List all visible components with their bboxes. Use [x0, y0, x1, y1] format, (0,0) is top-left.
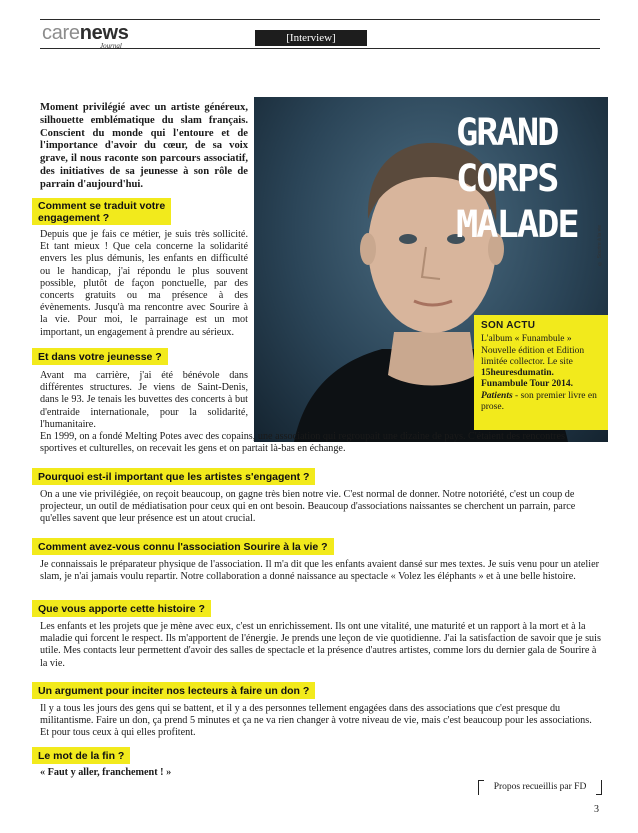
answer-3: On a une vie privilégiée, on reçoit beaucoup, on gagne très bien notre vie. C'est normal de donner. Notre notoriété, c'est un coup de projecteur, un outil de médiatisation pour ceux qui en ont besoin. Beaucoup d'associations naissantes se cherchent un parrain, parce qu'elles savent que leur présence est un atout crucial.	[40, 489, 576, 525]
page-number: 3	[594, 804, 599, 815]
header-top-rule	[40, 19, 600, 20]
actu-text	[481, 334, 601, 413]
title-line-malade: MALADE	[456, 203, 578, 246]
logo-news: news	[79, 22, 129, 44]
question-heading-7: Le mot de la fin ?	[32, 747, 130, 764]
question-heading-1-line-2: engagement ?	[38, 212, 110, 224]
intro-paragraph: Moment privilégié avec un artiste généreux, silhouette emblématique du slam français. Conscient du monde qui l'entoure et de l'importance d'avoir du cœur, de sa voix grave, il nous raconte son parcours associatif, des initiatives de sa jeunesse à son rôle de parrain d'aujourd'hui.	[40, 102, 248, 190]
article-title	[456, 110, 606, 248]
section-tag: [Interview]	[255, 30, 367, 46]
credit-text: Propos recueillis par FD	[493, 782, 587, 792]
answer-1: Depuis que je fais ce métier, je suis très sollicité. Et tant mieux ! Que cela concerne la solidarité envers les plus démunis, les enfants en difficulté ou le handicap, j'ai répondu le plus souvent possible, plutôt de façon ponctuelle, par des concerts gratuits ou ma présence à des évènements. Jusqu'à ma rencontre avec Sourire à la vie. Pour moi, le parrainage est un mot important, un engagement à prendre au sérieux.	[40, 229, 248, 338]
title-line-corps: CORPS	[456, 157, 558, 200]
actu-text-bold: 15heuresdumatin. Funambule Tour 2014.	[481, 368, 573, 390]
logo-subtitle: Journal	[100, 42, 122, 50]
question-heading-5: Que vous apporte cette histoire ?	[32, 600, 211, 617]
actu-text-italic: Patients	[481, 390, 513, 401]
actu-text-end: - son premier livre en prose.	[481, 390, 597, 413]
question-heading-3: Pourquoi est-il important que les artistes s'engagent ?	[32, 468, 315, 485]
title-line-grand: GRAND	[456, 111, 558, 154]
closing-quote: « Faut y aller, franchement ! »	[40, 767, 172, 778]
carenews-logo[interactable]	[42, 22, 129, 50]
question-heading-1	[32, 198, 171, 225]
header-bottom-rule	[40, 48, 600, 49]
answer-6: Il y a tous les jours des gens qui se battent, et il y a des personnes tellement engagées dans des associations que c'est presque du militantisme. Faire un don, ça prend 5 minutes et ça ne va rien changer à votre niveau de vie, mais c'est beaucoup pour les associations. Et pour tous ceux à qui elles profitent.	[40, 703, 592, 739]
actu-title: SON ACTU	[481, 320, 536, 331]
credit-right-bracket	[596, 780, 602, 795]
answer-2-column: Avant ma carrière, j'ai été bénévole dans différentes structures. Je viens de Saint-Denis, dans le 93. Je tenais les buvettes des concerts à but d'entraide internationale, pour la solidarité, l'humanitaire.	[40, 370, 248, 430]
interview-credit	[478, 781, 602, 793]
photo-credit: © Sourire à la vie	[597, 225, 603, 266]
actu-text-part: L'album « Funambule » Nouvelle édition et Edition limitée collector. Le site	[481, 334, 585, 367]
question-heading-6: Un argument pour inciter nos lecteurs à faire un don ?	[32, 682, 315, 699]
logo-care: care	[42, 22, 80, 44]
question-heading-1-line-1: Comment se traduit votre	[38, 200, 166, 212]
answer-4: Je connaissais le préparateur physique de l'association. Il m'a dit que les enfants avaient dansé sur mes textes. Je suis venu pour un atelier slam, je n'ai jamais voulu repartir. Notre collaboration a donné naissance au spectacle « Volez les éléphants » et à une belle histoire.	[40, 559, 600, 583]
answer-2-full: En 1999, on a fondé Melting Potes avec des copains, une association qui regroupait une dizaine de pays. C'étaient des rencontres sportives et culturelles, on recevait les gens et on partait là-bas en échange.	[40, 431, 565, 455]
question-heading-2: Et dans votre jeunesse ?	[32, 348, 168, 365]
credit-left-bracket	[478, 780, 484, 795]
answer-5: Les enfants et les projets que je mène avec eux, c'est un enrichissement. Ils ont une vitalité, une maturité et un rapport à la mort et à la maladie qui forcent le respect. Ils m'apportent de l'énergie. Je prends une leçon de vie quotidienne. J'ai la satisfaction de savoir que je suis utile. Mes contacts leur permettent d'avoir des salles de spectacle et la présence d'autres artistes, comme lors du dernier gala de Sourire à la vie.	[40, 621, 601, 669]
question-heading-4: Comment avez-vous connu l'association Sourire à la vie ?	[32, 538, 334, 555]
actu-sidebar	[474, 315, 608, 430]
